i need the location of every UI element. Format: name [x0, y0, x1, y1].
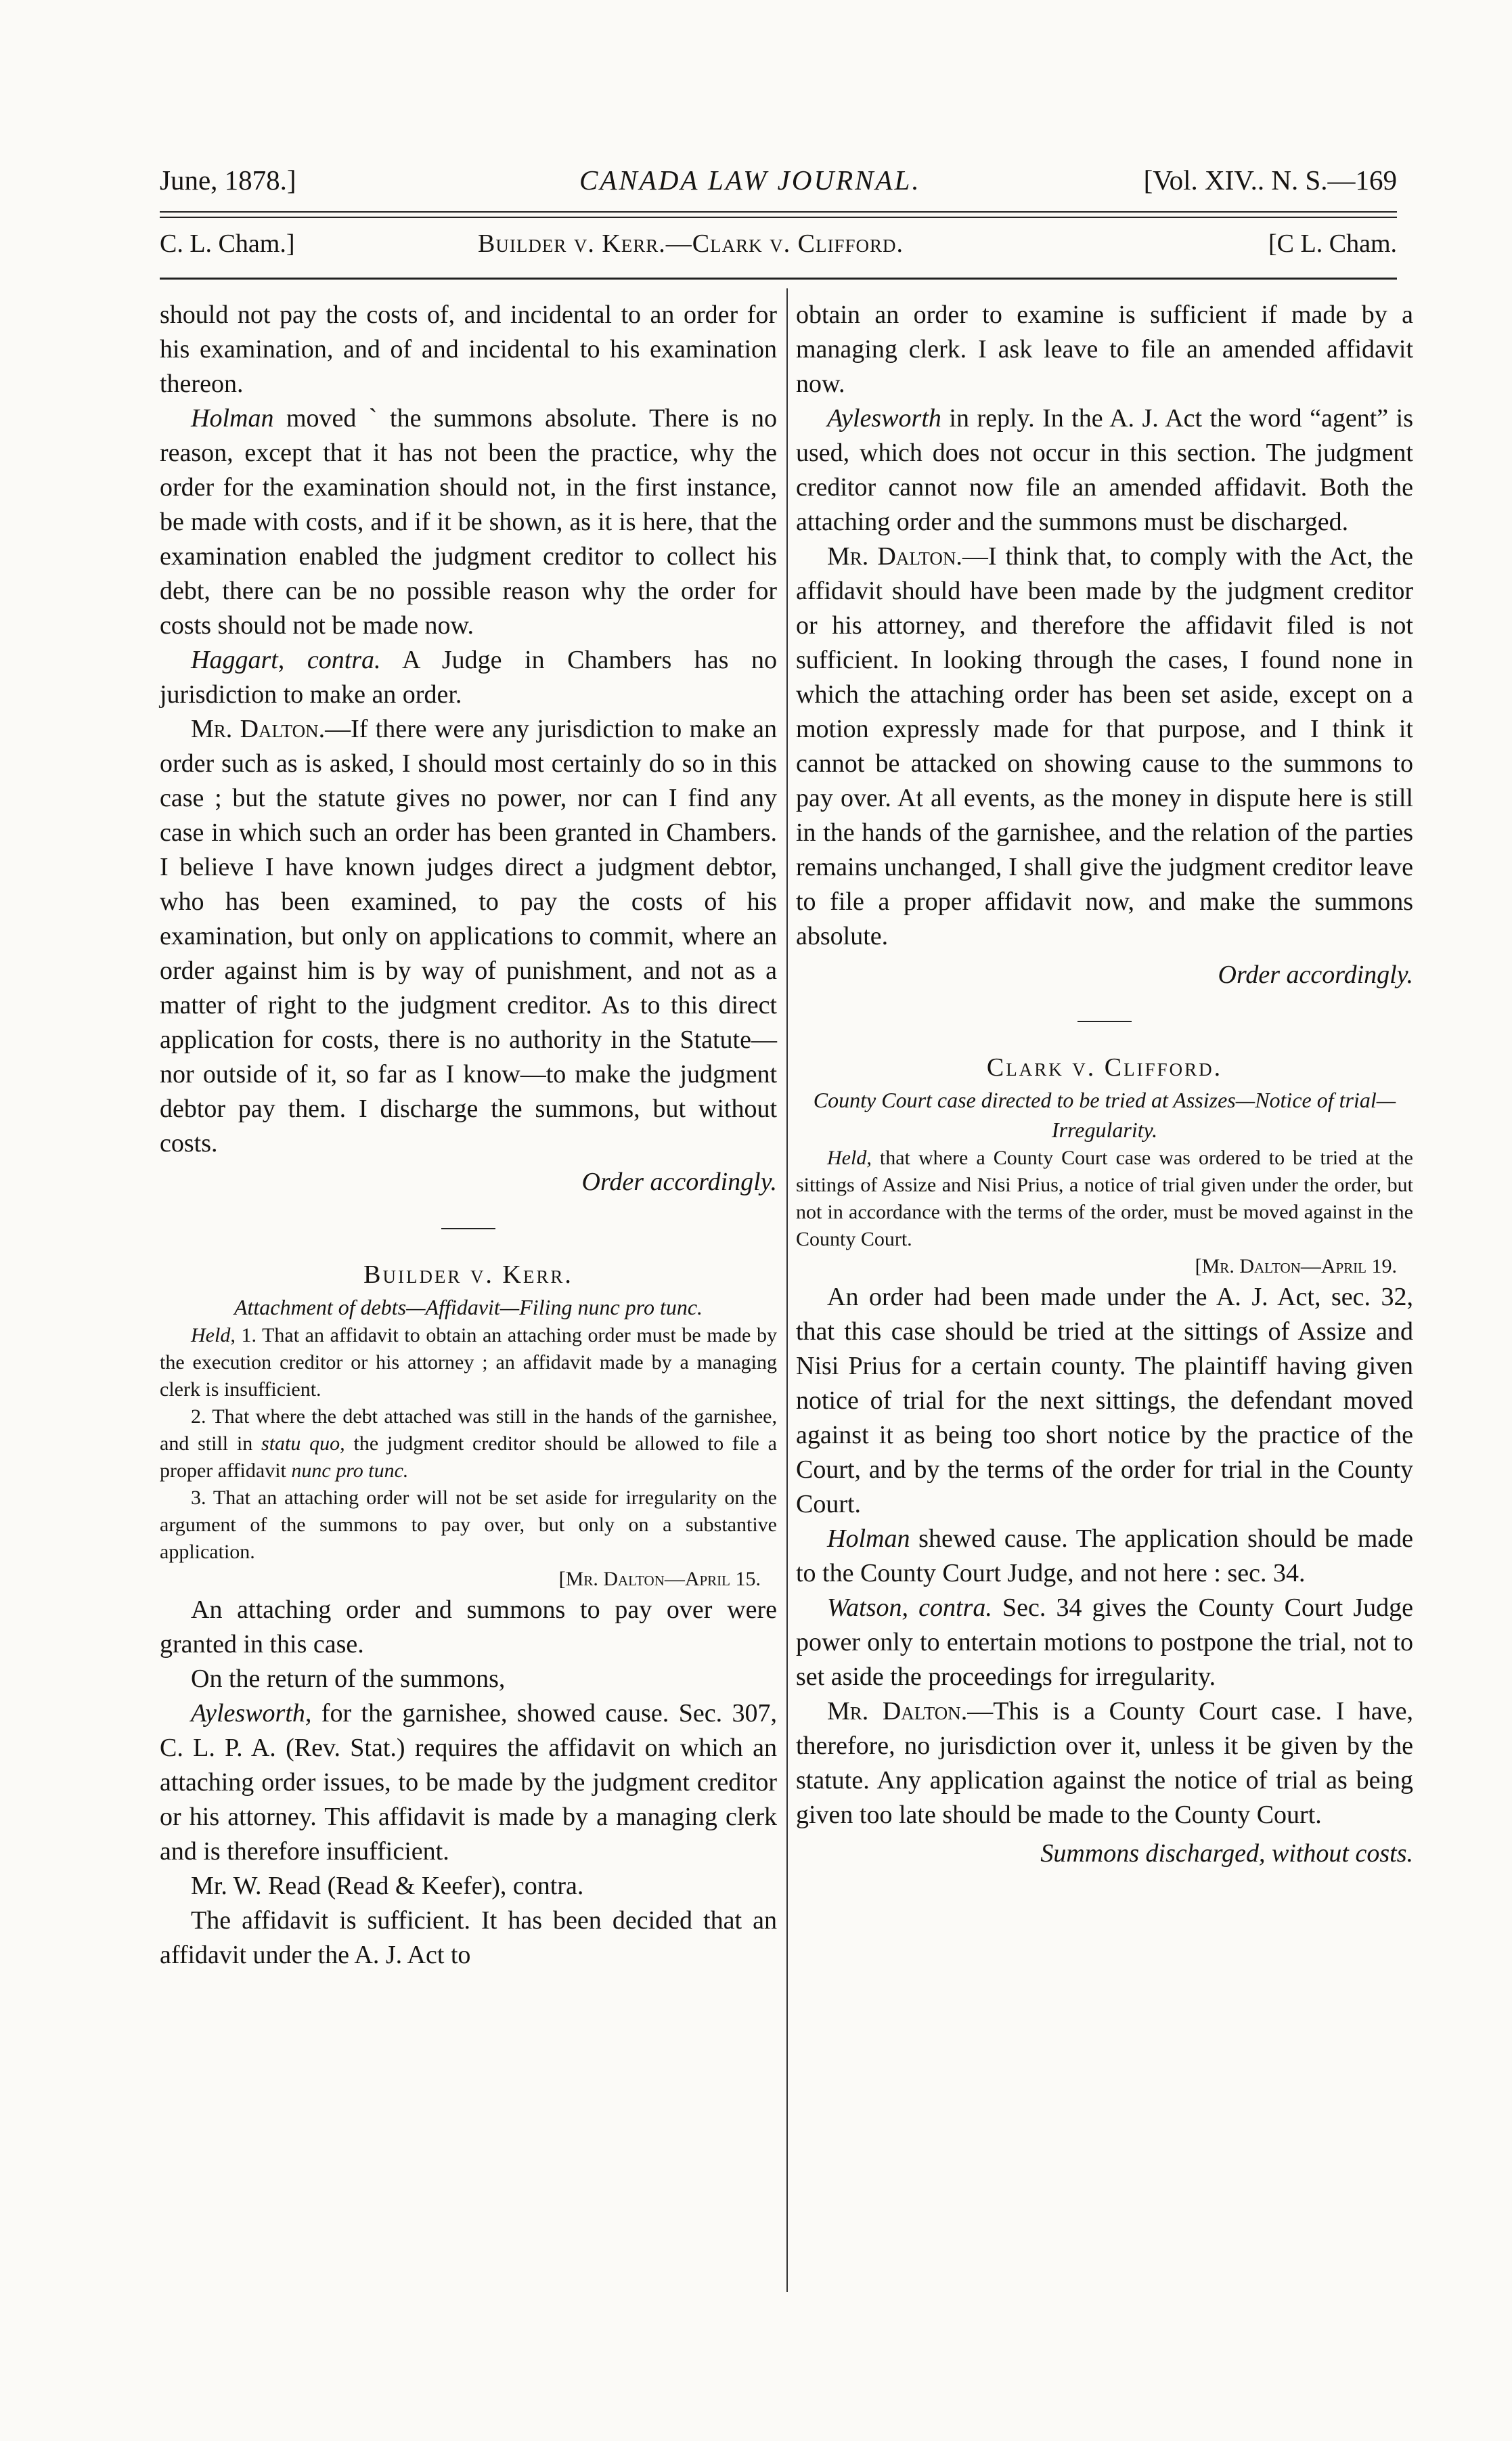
- section-header: [160, 229, 1397, 267]
- paragraph: Aylesworth, for the garnishee, showed cause. Sec. 307, C. L. P. A. (Rev. Stat.) requires the affidavit on which an attaching order issues, to be made by the judgment creditor or his attorney. This affidavit is made by a managing clerk and is therefore insufficient.: [160, 1699, 777, 1866]
- held-note: Held, that where a County Court case was ordered to be tried at the sittings of Assize and Nisi Prius, a notice of trial given under the order, but not in accordance with the terms of the order, must be moved against in the County Court.: [796, 1147, 1413, 1250]
- held-note: 2. That where the debt attached was still in the hands of the garnishee, and still in statu quo, the judgment creditor should be allowed to file a proper affidavit nunc pro tunc.: [160, 1405, 777, 1482]
- held-note: 3. That an attaching order will not be set aside for irregularity on the argument of the summons to pay over, but only on a substantive application.: [160, 1487, 777, 1563]
- headnote: County Court case directed to be tried at Assizes—Notice of trial—Irregularity.: [813, 1088, 1396, 1142]
- headnote: Attachment of debts—Affidavit—Filing nunc pro tunc.: [234, 1295, 703, 1319]
- paragraph: The affidavit is sufficient. It has been decided that an affidavit under the A. J. Act to: [160, 1906, 777, 1969]
- counsel-name: Aylesworth: [827, 404, 941, 433]
- paragraph: On the return of the summons,: [191, 1665, 506, 1693]
- counsel-name: Watson, contra.: [827, 1593, 992, 1622]
- journal-title: CANADA LAW JOURNAL.: [579, 164, 921, 196]
- judge-name: Mr. Dalton.: [827, 542, 962, 571]
- header-rule-double: [160, 217, 1397, 218]
- header-rule: [160, 211, 1397, 213]
- judge-name: Mr. Dalton.: [827, 1697, 968, 1725]
- column-divider: [786, 288, 788, 2292]
- case-separator: [1077, 1021, 1132, 1022]
- dateline: [Mr. Dalton—April 19.: [1195, 1255, 1397, 1277]
- header-date: June, 1878.]: [160, 164, 296, 196]
- case-separator: [441, 1228, 495, 1229]
- court-right: [C L. Cham.: [1268, 229, 1397, 258]
- judge-name: Mr. Dalton.: [191, 715, 326, 743]
- paragraph: Mr. W. Read (Read & Keefer), contra.: [191, 1872, 584, 1900]
- held-note: Held, 1. That an affidavit to obtain an attaching order must be made by the execution creditor or his attorney ; an affidavit made by a managing clerk is insufficient.: [160, 1324, 777, 1401]
- running-header: [160, 164, 1397, 204]
- paragraph: An attaching order and summons to pay over were granted in this case.: [160, 1596, 777, 1658]
- counsel-name: Holman: [191, 404, 274, 433]
- judgment-paragraph: Mr. Dalton.—I think that, to comply with the Act, the affidavit should have been made by the judgment creditor or his attorney, and therefore the affidavit filed is not sufficient. In looking through the cases, I found none in which the attaching order has been set aside, except on a motion expressly made for that purpose, and I think it cannot be attacked on showing cause to the summons to pay over. At all events, as the money in dispute here is still in the hands of the garnishee, and the relation of the parties remains unchanged, I shall give the judgment creditor leave to file a proper affidavit now, and make the summons absolute.: [796, 542, 1413, 950]
- paragraph: Haggart, contra. A Judge in Chambers has no jurisdiction to make an order.: [160, 646, 777, 709]
- disposition: Order accordingly.: [581, 1168, 777, 1196]
- judgment-paragraph: Mr. Dalton.—This is a County Court case. I have, therefore, no jurisdiction over it, unless it be given by the statute. Any application against the notice of trial as being given too late should be made to the County Court.: [796, 1697, 1413, 1829]
- counsel-name: Aylesworth,: [191, 1699, 312, 1728]
- cases-title: Builder v. Kerr.—Clark v. Clifford.: [478, 229, 904, 258]
- section-rule: [160, 278, 1397, 280]
- paragraph: obtain an order to examine is sufficient if made by a managing clerk. I ask leave to file an amended affidavit now.: [796, 301, 1413, 398]
- paragraph: should not pay the costs of, and incidental to an order for his examination, and of and incidental to his examination thereon.: [160, 301, 777, 398]
- case-title: Clark v. Clifford.: [986, 1053, 1223, 1082]
- paragraph: Watson, contra. Sec. 34 gives the County Court Judge power only to entertain motions to postpone the trial, not to set aside the proceedings for irregularity.: [796, 1593, 1413, 1691]
- court-left: C. L. Cham.]: [160, 229, 295, 258]
- paragraph: Aylesworth in reply. In the A. J. Act the word “agent” is used, which does not occur in this section. The judgment creditor cannot now file an amended affidavit. Both the attaching order and the summons must be discharged.: [796, 404, 1413, 536]
- paragraph: Holman moved ` the summons absolute. There is no reason, except that it has not been the practice, why the order for the examination should not, in the first instance, be made with costs, and if it be shown, as it is here, that the examination enabled the judgment creditor to collect his debt, there can be no possible reason why the order for costs should not be made now.: [160, 404, 777, 640]
- case-title: Builder v. Kerr.: [363, 1260, 573, 1289]
- paragraph: An order had been made under the A. J. Act, sec. 32, that this case should be tried at the sittings of Assize and Nisi Prius for a certain county. The plaintiff having given notice of trial for the next sittings, the defendant moved against it as being too short notice by the practice of the Court, and by the terms of the order for trial in the County Court.: [796, 1283, 1413, 1518]
- paragraph: Holman shewed cause. The application should be made to the County Court Judge, and not here : sec. 34.: [796, 1524, 1413, 1587]
- left-column: [160, 298, 777, 1973]
- disposition: Order accordingly.: [1218, 961, 1413, 989]
- judgment-paragraph: Mr. Dalton.—If there were any jurisdiction to make an order such as is asked, I should most certainly do so in this case ; but the statute gives no power, nor can I find any case in which such an order has been granted in Chambers. I believe I have known judges direct a judgment debtor, who has been examined, to pay the costs of his examination, but only on applications to commit, where an order against him is by way of punishment, and not as a matter of right to the judgment creditor. As to this direct application for costs, there is no authority in the Statute—nor outside of it, so far as I know—to make the judgment debtor pay them. I discharge the summons, but without costs.: [160, 715, 777, 1158]
- dateline: [Mr. Dalton—April 15.: [558, 1568, 761, 1590]
- right-column: [796, 298, 1413, 1871]
- counsel-name: Holman: [827, 1524, 910, 1553]
- disposition: Summons discharged, without costs.: [1040, 1839, 1413, 1868]
- counsel-name: Haggart, contra.: [191, 646, 381, 674]
- volume-page: [Vol. XIV.. N. S.—169: [1143, 164, 1397, 196]
